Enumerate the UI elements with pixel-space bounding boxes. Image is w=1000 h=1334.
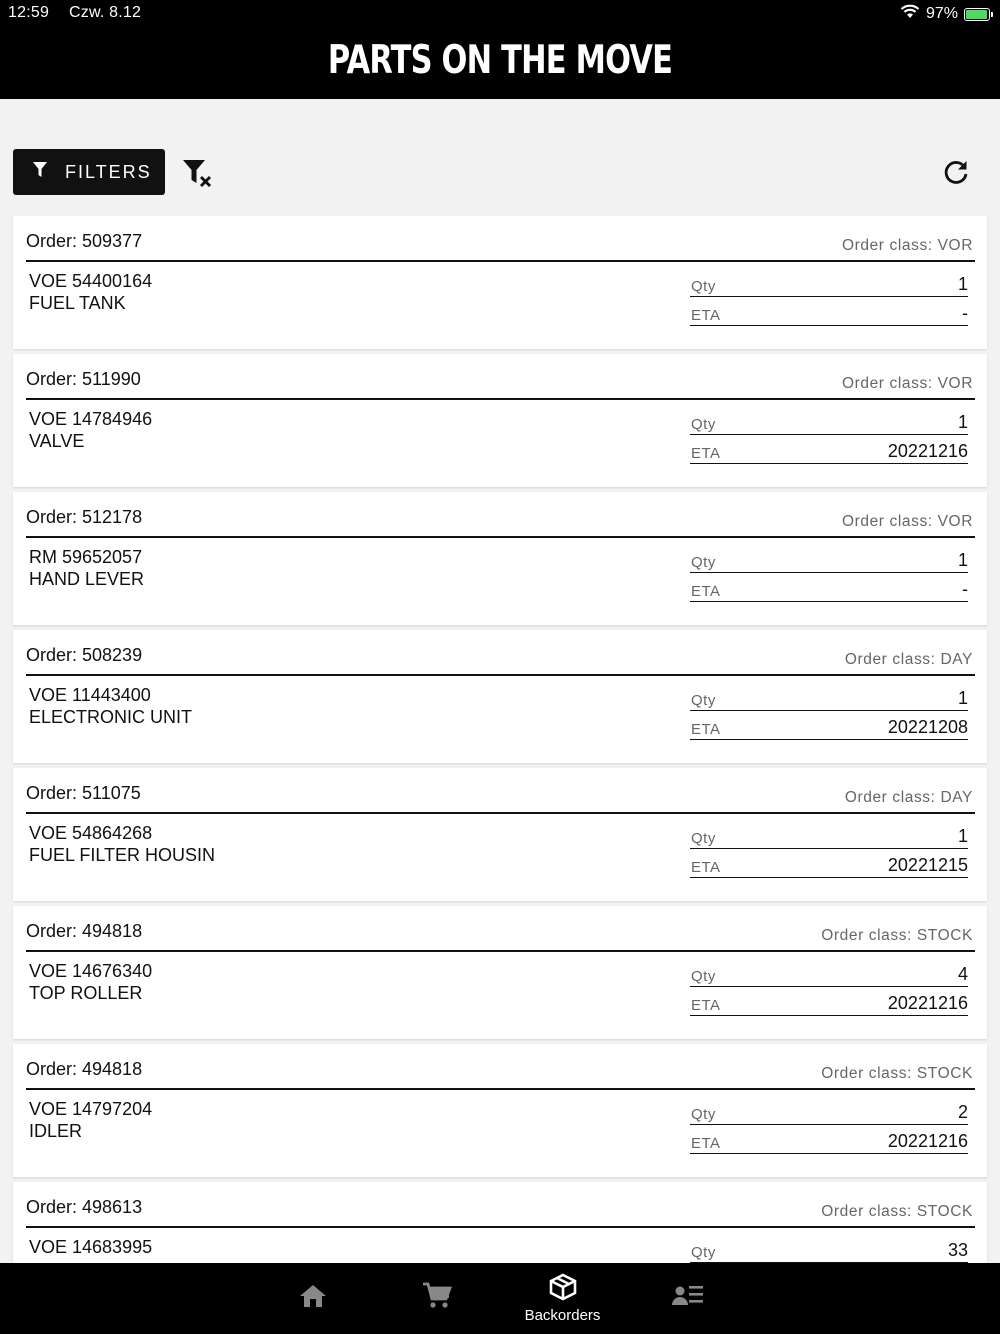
order-class: Order class: VOR [841, 237, 973, 254]
status-time: 12:59 [8, 4, 50, 21]
wifi-icon [900, 4, 920, 24]
order-number: Order: 498613 [26, 1197, 143, 1217]
app-title: PARTS ON THE MOVE [327, 38, 673, 83]
qty-field [690, 822, 968, 849]
qty-label: Qty [691, 416, 716, 433]
order-card[interactable] [13, 492, 987, 625]
card-divider [26, 398, 975, 400]
filters-button[interactable] [13, 149, 165, 195]
order-number: Order: 494818 [26, 921, 143, 941]
order-card[interactable] [13, 354, 987, 487]
part-number: VOE 54400164 [29, 271, 153, 291]
account-list-icon [672, 1283, 704, 1314]
nav-account[interactable] [658, 1263, 718, 1334]
qty-label: Qty [691, 968, 716, 985]
qty-value: 1 [957, 550, 968, 570]
eta-value: 20221215 [887, 855, 968, 875]
eta-label: ETA [691, 997, 721, 1014]
eta-label: ETA [691, 583, 721, 600]
nav-backorders-label: Backorders [524, 1307, 601, 1324]
status-date: Czw. 8.12 [69, 4, 142, 21]
eta-label: ETA [691, 1135, 721, 1152]
card-divider [26, 674, 975, 676]
qty-value: 1 [957, 688, 968, 708]
qty-label: Qty [691, 1244, 716, 1261]
order-number: Order: 509377 [26, 231, 143, 251]
order-class: Order class: DAY [844, 651, 973, 668]
part-number: VOE 14676340 [29, 961, 153, 981]
status-bar-right [900, 4, 990, 24]
order-card[interactable] [13, 630, 987, 763]
eta-value: - [962, 579, 968, 599]
funnel-icon [33, 162, 47, 183]
card-divider [26, 950, 975, 952]
order-card[interactable] [13, 768, 987, 901]
order-class: Order class: STOCK [821, 1065, 973, 1082]
qty-field [690, 960, 968, 987]
eta-value: 20221216 [887, 441, 968, 461]
eta-label: ETA [691, 307, 721, 324]
eta-field [690, 989, 968, 1016]
box-icon [548, 1273, 578, 1306]
filters-label: FILTERS [65, 161, 152, 182]
qty-value: 2 [957, 1102, 968, 1122]
home-icon [299, 1283, 327, 1314]
part-number: VOE 14683995 [29, 1237, 153, 1257]
order-number: Order: 508239 [26, 645, 143, 665]
part-name: IDLER [29, 1121, 83, 1141]
battery-level [966, 10, 987, 19]
battery-percent: 97% [925, 5, 958, 22]
qty-field [690, 1098, 968, 1125]
order-class: Order class: DAY [844, 789, 973, 806]
eta-field [690, 713, 968, 740]
card-divider [26, 1088, 975, 1090]
qty-field [690, 1236, 968, 1263]
card-divider [26, 260, 975, 262]
qty-field [690, 270, 968, 297]
order-class: Order class: VOR [841, 375, 973, 392]
nav-home[interactable] [283, 1263, 343, 1334]
qty-field [690, 684, 968, 711]
qty-label: Qty [691, 692, 716, 709]
part-name: FUEL TANK [29, 293, 126, 313]
eta-field [690, 851, 968, 878]
qty-field [690, 546, 968, 573]
part-number: RM 59652057 [29, 547, 143, 567]
order-class: Order class: VOR [841, 513, 973, 530]
card-divider [26, 536, 975, 538]
backorders-list[interactable] [13, 216, 987, 1263]
status-bar-left [8, 4, 141, 22]
part-number: VOE 11443400 [29, 685, 151, 705]
eta-field [690, 299, 968, 326]
battery-icon [964, 8, 990, 21]
qty-field [690, 408, 968, 435]
eta-value: 20221208 [887, 717, 968, 737]
order-number: Order: 511075 [26, 783, 141, 803]
order-number: Order: 494818 [26, 1059, 143, 1079]
eta-value: - [962, 303, 968, 323]
clear-filter-icon[interactable] [182, 158, 214, 188]
order-card[interactable] [13, 216, 987, 349]
qty-value: 1 [957, 274, 968, 294]
top-bar [0, 0, 1000, 99]
qty-value: 1 [957, 826, 968, 846]
qty-label: Qty [691, 1106, 716, 1123]
part-name: HAND LEVER [29, 569, 145, 589]
order-number: Order: 511990 [26, 369, 141, 389]
cart-icon [422, 1282, 452, 1315]
part-number: VOE 14797204 [29, 1099, 153, 1119]
order-card[interactable] [13, 1044, 987, 1177]
card-divider [26, 812, 975, 814]
eta-value: 20221216 [887, 1131, 968, 1151]
refresh-icon[interactable] [940, 157, 972, 189]
card-divider [26, 1226, 975, 1228]
eta-field [690, 437, 968, 464]
part-number: VOE 54864268 [29, 823, 153, 843]
nav-cart[interactable] [407, 1263, 467, 1334]
eta-label: ETA [691, 859, 721, 876]
eta-value: 20221216 [887, 993, 968, 1013]
eta-label: ETA [691, 721, 721, 738]
qty-label: Qty [691, 278, 716, 295]
part-name: ELECTRONIC UNIT [29, 707, 193, 727]
eta-label: ETA [691, 445, 721, 462]
bottom-nav [0, 1263, 1000, 1334]
eta-field [690, 575, 968, 602]
order-class: Order class: STOCK [821, 1203, 973, 1220]
qty-value: 33 [947, 1240, 968, 1260]
nav-backorders[interactable] [510, 1263, 615, 1334]
order-card[interactable] [13, 906, 987, 1039]
eta-field [690, 1127, 968, 1154]
order-class: Order class: STOCK [821, 927, 973, 944]
qty-value: 1 [957, 412, 968, 432]
part-name: FUEL FILTER HOUSIN [29, 845, 216, 865]
part-name: TOP ROLLER [29, 983, 143, 1003]
order-number: Order: 512178 [26, 507, 143, 527]
qty-label: Qty [691, 830, 716, 847]
part-number: VOE 14784946 [29, 409, 153, 429]
qty-value: 4 [957, 964, 968, 984]
qty-label: Qty [691, 554, 716, 571]
part-name: VALVE [29, 431, 85, 451]
